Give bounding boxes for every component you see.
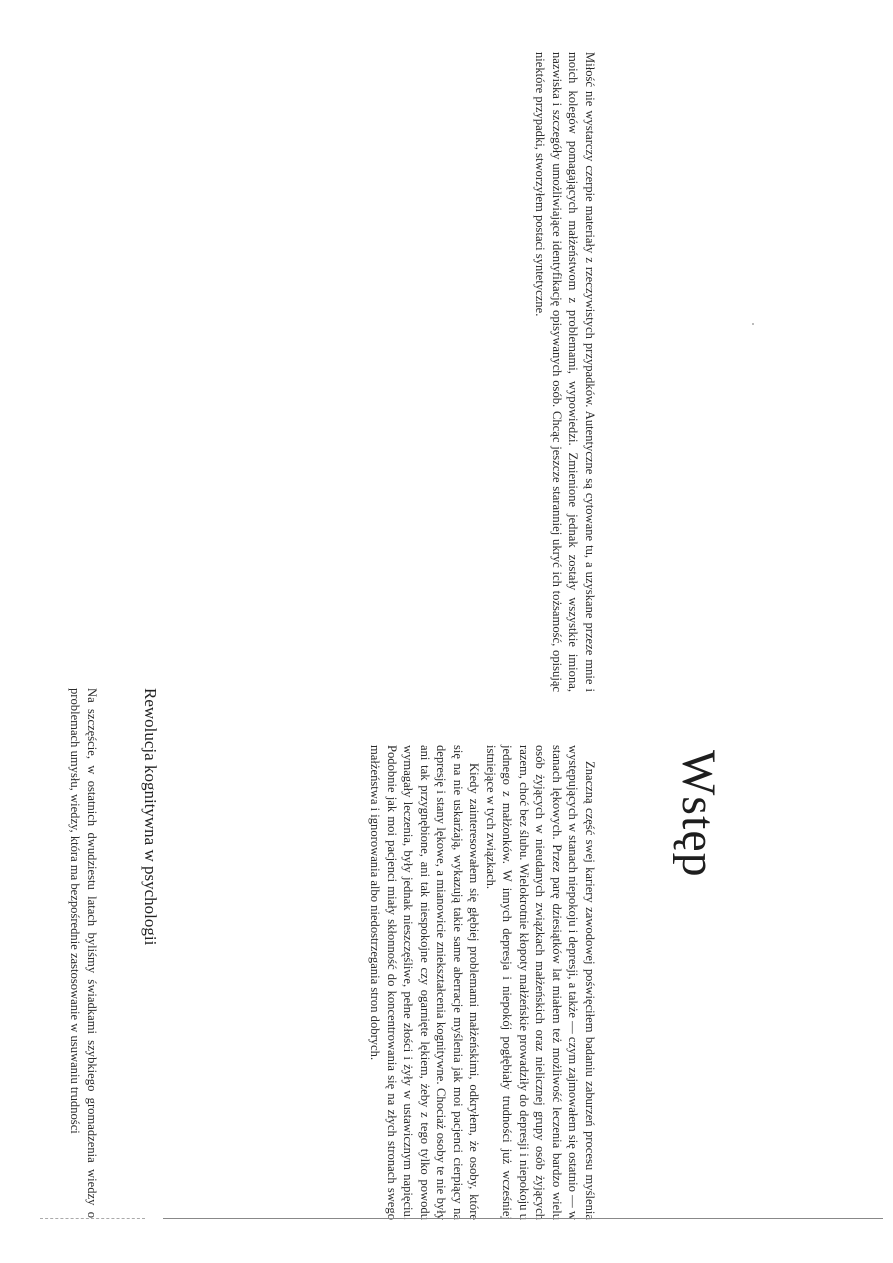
intro-paragraph-2: Kiedy zainteresowałem się głębiej problemami małżeńskimi, odkryłem, że osoby, które się na nie uskarżają, wykazują takie same aberracje myślenia jak moi pacjenci cierpiący na depresję i stany lękowe, a mianowicie zniekształcenia kognitywne. Chociaż osoby te nie były ani tak przygnębione, ani tak niespokojne czy ogarnięte lękiem, żeby z tego tylko powodu wymagały leczenia, były jednak nieszczęśliwe, pełne złości i żyły w ustawicznym napięciu. Podobnie jak moi pacjenci miały skłonność do koncentrowania się na złych stronach swego małżeństwa i ignorowania albo niedostrzegania stron dobrych. [368, 745, 482, 1220]
author-note [532, 52, 598, 692]
page-title: Wstęp [672, 750, 725, 878]
intro-text [367, 745, 598, 1220]
section-text [67, 688, 100, 1218]
scan-edge-dash [40, 1218, 145, 1219]
section-paragraph: Na szczęście, w ostatnich dwudziestu latach byliśmy świadkami szybkiego gromadzenia wiedzy o problemach umysłu, wiedzy, która ma bezpośrednie zastosowanie w usuwaniu trudności [68, 688, 99, 1218]
author-note-text: Miłość nie wystarczy czerpie materiały z rzeczywistych przypadków. Autentyczne są cytowane tu, a uzyskane przeze mnie i moich kolegów pomagających małżeństwom z problemami, wypowiedzi. Zmienione jednak zostały wszystkie imiona, nazwiska i szczegóły umożliwiające identyfikację opisywanych osób. Chcąc jeszcze staranniej ukryć ich tożsamość, opisując niektóre przypadki, stworzyłem postaci syntetyczne. [533, 52, 597, 692]
scan-speck [752, 323, 754, 325]
scan-edge-line [163, 1218, 883, 1219]
intro-paragraph-1: Znaczną część swej kariery zawodowej poświęciłem badaniu zaburzeń procesu myślenia występujących w stanach niepokoju i depresji, a także — czym zajmowałem się ostatnio — w stanach lękowych. Przez parę dziesiątków lat miałem też możliwość leczenia bardzo wielu osób żyjących w nieudanych związkach małżeńskich oraz nielicznej grupy osób żyjących razem, choć bez ślubu. Wielokrotnie kłopoty małżeńskie prowadziły do depresji i niepokoju u jednego z małżonków. W innych depresja i niepokój pogłębiały trudności już wcześniej istniejące w tych związkach. [484, 745, 597, 1220]
section-heading: Rewolucja kognitywna w psychologii [141, 688, 160, 946]
